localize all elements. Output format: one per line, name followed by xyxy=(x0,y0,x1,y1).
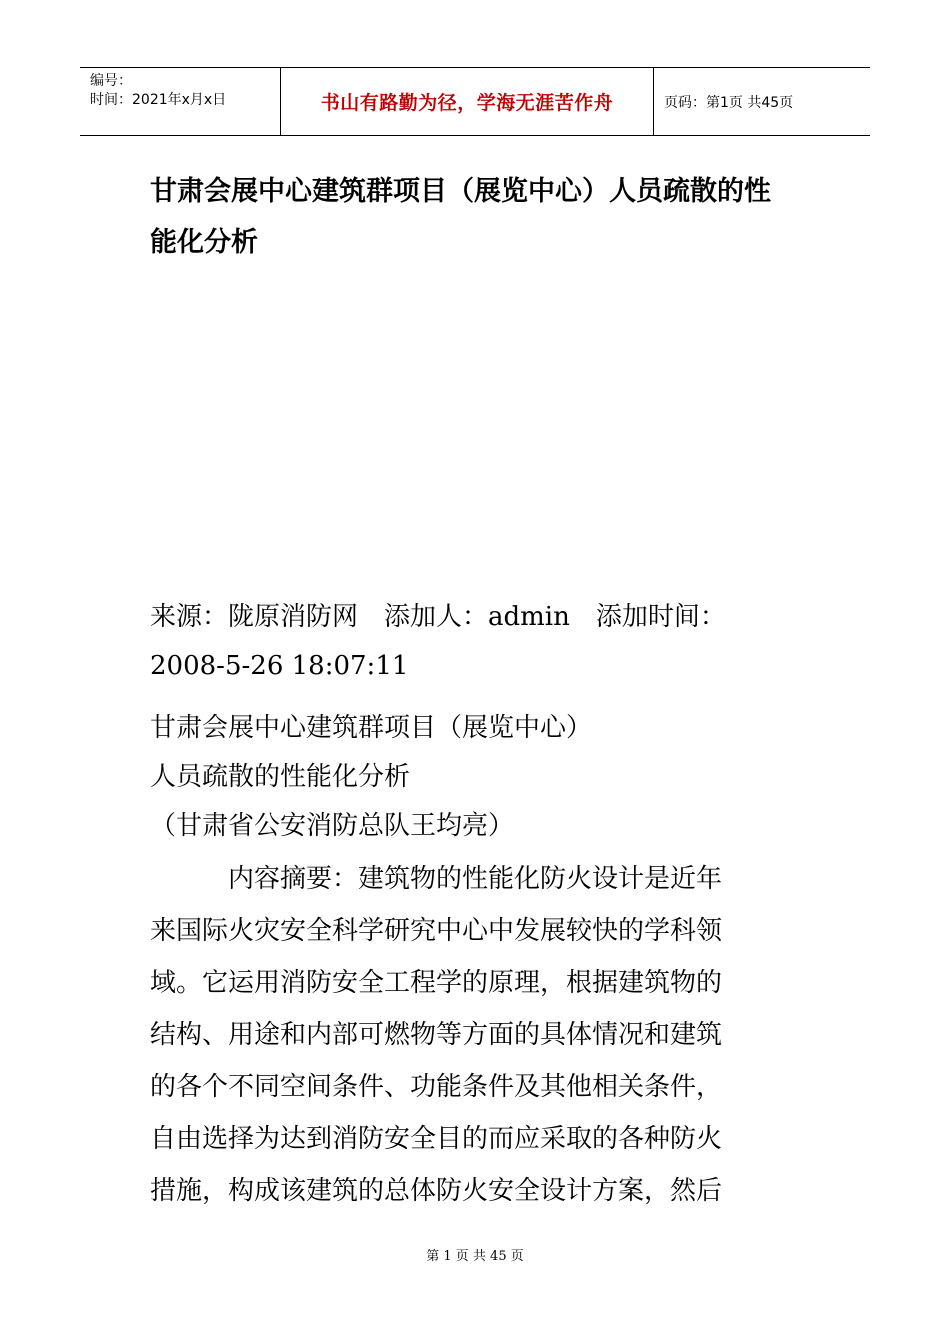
title-line-2: 能化分析 xyxy=(150,227,258,258)
number-label: 编号： xyxy=(90,73,132,89)
document-header xyxy=(80,67,870,136)
meta-line-2: 2008-5-26 18:07:11 xyxy=(150,651,409,681)
article-heading-2: 人员疏散的性能化分析 xyxy=(150,762,411,792)
abstract-line: 措施，构成该建筑的总体防火安全设计方案，然后 xyxy=(150,1176,723,1206)
title-line-1: 甘肃会展中心建筑群项目（展览中心）人员疏散的性 xyxy=(150,176,771,207)
header-page-info-cell xyxy=(654,68,870,135)
header-motto-cell xyxy=(281,68,654,135)
source-meta xyxy=(150,593,810,691)
article-heading-1: 甘肃会展中心建筑群项目（展览中心） xyxy=(150,713,593,743)
time-label: 时间：2021年x月x日 xyxy=(90,92,227,108)
abstract-line: 来国际火灾安全科学研究中心中发展较快的学科领 xyxy=(150,916,723,946)
document-title xyxy=(150,166,820,268)
article-author: （甘肃省公安消防总队王均亮） xyxy=(150,811,515,841)
motto-text: 书山有路勤为径，学海无涯苦作舟 xyxy=(320,92,614,114)
page-footer xyxy=(0,1245,950,1264)
article-header xyxy=(150,704,810,851)
abstract-line: 域。它运用消防安全工程学的原理，根据建筑物的 xyxy=(150,968,723,998)
abstract-paragraph xyxy=(150,853,810,1217)
abstract-line: 的各个不同空间条件、功能条件及其他相关条件， xyxy=(150,1072,723,1102)
abstract-line: 内容摘要：建筑物的性能化防火设计是近年 xyxy=(150,864,723,894)
meta-line-1: 来源：陇原消防网 添加人：admin 添加时间： xyxy=(150,602,726,632)
footer-page-number: 第 1 页 共 45 页 xyxy=(426,1249,524,1264)
abstract-line: 结构、用途和内部可燃物等方面的具体情况和建筑 xyxy=(150,1020,723,1050)
page-info: 页码：第1页 共45页 xyxy=(664,94,794,111)
abstract-line: 自由选择为达到消防安全目的而应采取的各种防火 xyxy=(150,1124,723,1154)
header-left-cell xyxy=(80,68,281,135)
